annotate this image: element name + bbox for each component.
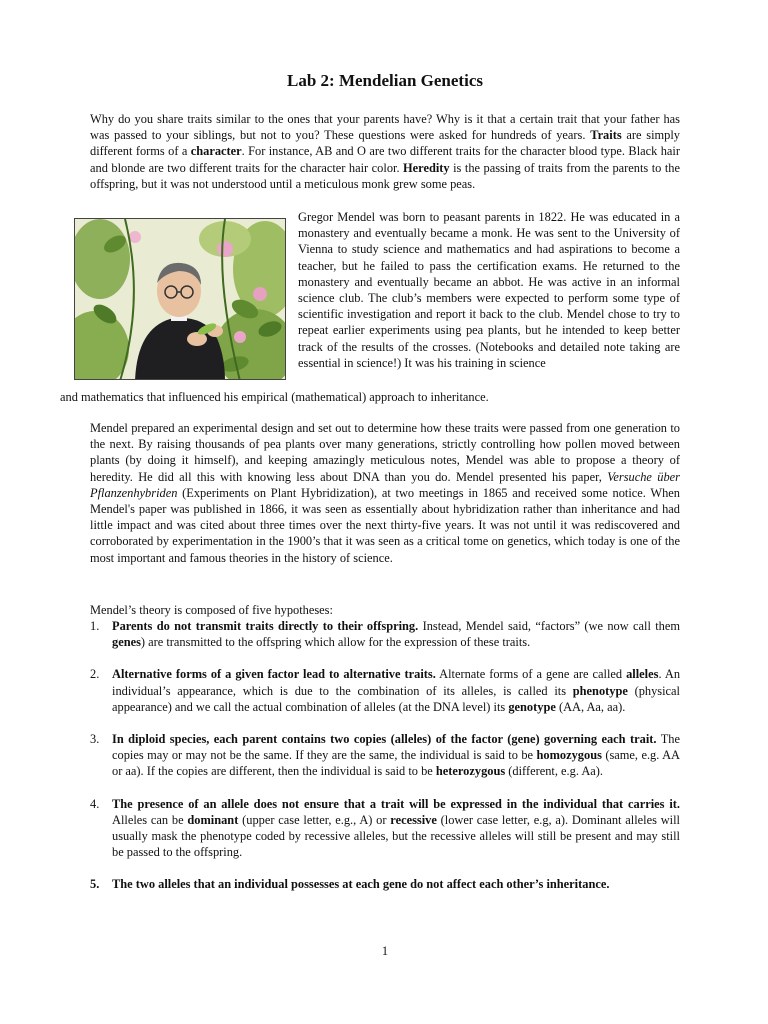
paper-title: Versuche über Pflanzenhybriden: [90, 469, 680, 500]
hypothesis-text: Instead, Mendel said, “factors” (we now call them: [418, 619, 680, 633]
list-number: 5.: [90, 877, 100, 892]
hypothesis-heading: The presence of an allele does not ensure that a trait will be expressed in the individual that carries it.: [112, 796, 680, 811]
term-traits: Traits: [590, 128, 622, 143]
hypothesis-text: (same, e.g. AA or aa). If the copies are different, then the individual is said to be: [112, 748, 680, 779]
term-alleles: alleles: [626, 667, 659, 682]
intro-text: are simply different forms of a: [90, 128, 681, 159]
hypothesis-heading: The two alleles that an individual possesses at each gene do not affect each other’s inheritance.: [112, 877, 610, 892]
hypothesis-text: The copies may or may not be the same. If they are the same, the individual is said to be: [112, 732, 680, 763]
hypothesis-text: . An individual’s appearance, which is due to the combination of its alleles, is called its: [112, 667, 681, 698]
intro-paragraph: [90, 111, 680, 192]
intro-text: is the passing of traits from the parents to the offspring, but it was not understood until a meticulous monk grew some peas.: [90, 160, 680, 191]
hypothesis-text: (lower case letter, e.g, a). Dominant alleles will usually mask the phenotype coded by recessive alleles, but the recessive alleles will still be present and may still be passed to the offspring.: [112, 812, 680, 860]
mendel-illustration: [74, 218, 286, 380]
hypothesis-text: (physical appearance) and we call the actual combination of alleles (at the DNA level) its: [112, 683, 680, 714]
hypothesis-text: (AA, Aa, aa).: [555, 699, 626, 714]
term-homozygous: homozygous: [536, 748, 602, 763]
mendel-biography-tail: and mathematics that influenced his empirical (mathematical) approach to inheritance.: [60, 390, 489, 404]
hypothesis-text: ) are transmitted to the offspring which allow for the expression of these traits.: [140, 635, 531, 650]
term-heredity: Heredity: [403, 160, 450, 175]
term-phenotype: phenotype: [572, 683, 628, 698]
term-dominant: dominant: [187, 812, 239, 827]
intro-text: . For instance, AB and O are two different traits for the character blood type. Black hair and blonde are two different traits for the character hair color.: [90, 144, 680, 175]
experiment-paragraph: [90, 420, 680, 566]
page-number: 1: [381, 944, 389, 958]
page-title: Lab 2: Mendelian Genetics: [287, 71, 483, 90]
hypothesis-text: Alleles can be: [112, 812, 188, 827]
hypothesis-text: (upper case letter, e.g., A) or: [238, 812, 391, 827]
experiment-text: (Experiments on Plant Hybridization), at two meetings in 1865 and received some notice. When Mendel's paper was published in 1866, it was seen as essentially about hybridization rather than inheritance and had little impact and was cited about three times over the next thirty-five years. It was not until it was rediscovered and corroborated by experimentation in the 1900’s that it was seen as a critical tome on genetics, which today is one of the most important and famous theories in the history of science.: [90, 485, 680, 565]
experiment-text: Mendel prepared an experimental design and set out to determine how these traits were passed from one generation to the next. By raising thousands of pea plants over many generations, strictly controlling how pollen moved between plants (by doing it himself), and keeping amazingly meticulous notes, Mendel was able to propose a theory of heredity. He did all this with knowing less about DNA than you do. Mendel presented his paper,: [90, 421, 680, 484]
list-number: 3.: [90, 732, 100, 747]
term-genotype: genotype: [508, 699, 556, 714]
list-item: [90, 796, 680, 861]
hypothesis-text: (different, e.g. Aa).: [505, 764, 604, 779]
hypothesis-heading: In diploid species, each parent contains two copies (alleles) of the factor (gene) governing each trait.: [112, 732, 657, 747]
list-number: 4.: [90, 796, 100, 811]
mendel-biography-paragraph: Gregor Mendel was born to peasant parents in 1822. He was educated in a monastery and eventually became a monk. He was sent to the University of Vienna to study science and mathematics and had aspirations to become a teacher, but he failed to pass the certification exams. He returned to the monastery and eventually became an abbot. He was active in an informal science club. The club’s members were expected to perform some type of scientific investigation and report it back to the club. Mendel chose to try to repeat earlier experiments using pea plants, but he intended to keep better track of the results of the crosses. (Notebooks and detailed note taking are essential in science!) It was his training in science: [298, 210, 680, 370]
hypotheses-list: [90, 618, 680, 909]
list-item: [90, 876, 680, 892]
intro-text: Why do you share traits similar to the ones that your parents have? Why is it that a certain trait that your father has was passed to your siblings, but not to you? These questions were asked for hundreds of years.: [90, 112, 680, 143]
term-genes: genes: [112, 635, 141, 650]
term-recessive: recessive: [390, 812, 437, 827]
mendel-with-pea-plants-image: [75, 219, 286, 380]
hypotheses-intro: Mendel’s theory is composed of five hypotheses:: [90, 603, 333, 617]
list-item: [90, 666, 680, 715]
term-heterozygous: heterozygous: [435, 764, 506, 779]
list-number: 1.: [90, 619, 100, 633]
hypothesis-heading: Alternative forms of a given factor lead to alternative traits.: [112, 667, 436, 682]
list-item: [90, 618, 680, 650]
hypothesis-heading: Parents do not transmit traits directly to their offspring.: [112, 619, 419, 633]
list-number: 2.: [90, 667, 100, 682]
term-character: character: [190, 144, 242, 159]
list-item: [90, 731, 680, 780]
hypothesis-text: Alternate forms of a gene are called: [435, 667, 627, 682]
